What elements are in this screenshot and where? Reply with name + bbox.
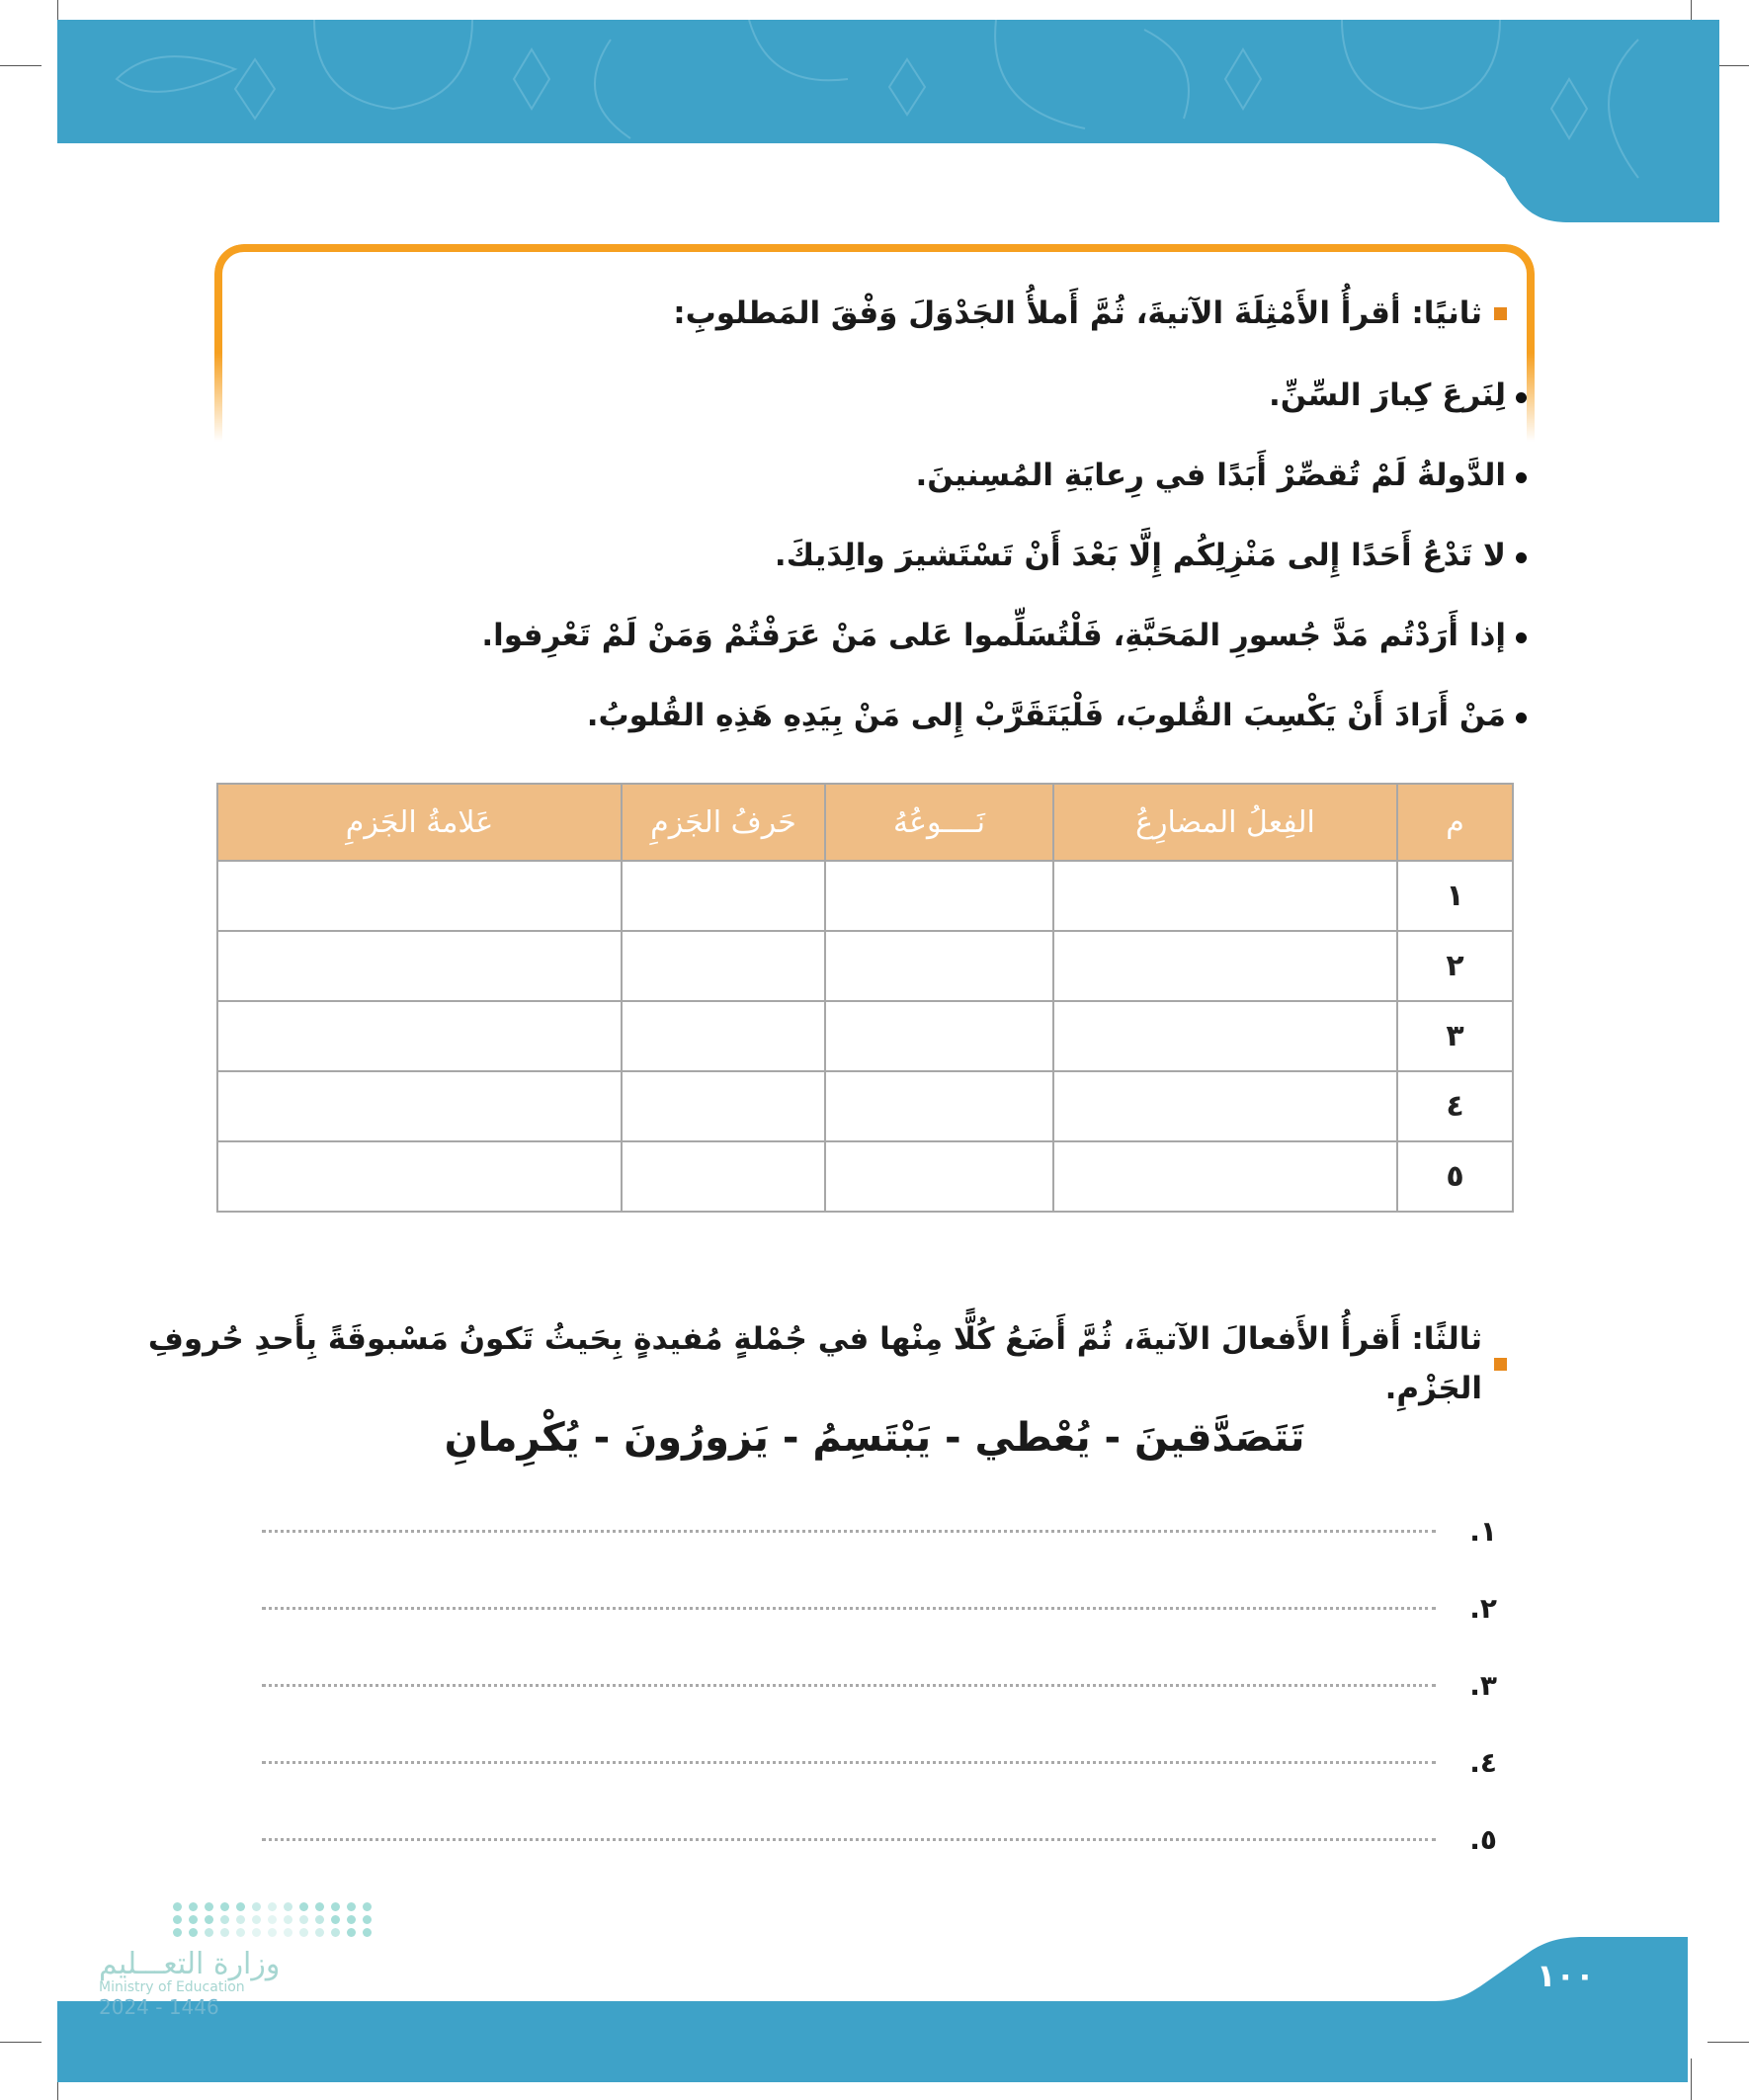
example-text: لا تَدْعُ أَحَدًا إِلى مَنْزِلِكُم إِلَّا بَعْدَ أَنْ تَسْتَشيرَ والِدَيكَ. bbox=[774, 538, 1506, 573]
example-text: إذا أَرَدْتُم مَدَّ جُسورِ المَحَبَّةِ، فَلْتُسَلِّموا عَلى مَنْ عَرَفْتُمْ وَمَنْ لَمْ تَعْرِفوا. bbox=[481, 618, 1506, 653]
example-text: الدَّولةُ لَمْ تُقصِّرْ أَبَدًا في رِعايَةِ المُسِنينَ. bbox=[915, 458, 1506, 493]
jussive-verbs-table bbox=[216, 783, 1514, 1213]
answer-number: ١. bbox=[1469, 1514, 1497, 1548]
row-number: ١ bbox=[1397, 861, 1513, 931]
examples-list bbox=[341, 371, 1527, 771]
cell-verb[interactable] bbox=[1053, 1141, 1397, 1212]
table-row bbox=[217, 861, 1513, 931]
cell-type[interactable] bbox=[825, 931, 1053, 1001]
table-row bbox=[217, 931, 1513, 1001]
answer-blank[interactable] bbox=[262, 1684, 1436, 1687]
cell-particle[interactable] bbox=[622, 1141, 825, 1212]
answer-number: ٢. bbox=[1469, 1591, 1497, 1625]
cell-type[interactable] bbox=[825, 1141, 1053, 1212]
section-2-title-text: ثانيًا: أقرأُ الأَمْثِلَةَ الآتيةَ، ثُمَّ أَملأُ الجَدْوَلَ وَفْقَ المَطلوبِ: bbox=[673, 295, 1482, 331]
crop-mark bbox=[1691, 2058, 1692, 2100]
header-decorative-band bbox=[57, 20, 1719, 222]
answer-line[interactable] bbox=[262, 1569, 1497, 1646]
header-jussive-sign: عَلامةُ الجَزمِ bbox=[217, 784, 622, 861]
logo-year-text: 2024 - 1446 bbox=[99, 1995, 219, 2019]
answer-line[interactable] bbox=[262, 1723, 1497, 1801]
example-item bbox=[341, 371, 1527, 451]
logo-arabic-text: وزارة التعـــليم bbox=[99, 1947, 281, 1981]
cell-verb[interactable] bbox=[1053, 1071, 1397, 1141]
row-number: ٤ bbox=[1397, 1071, 1513, 1141]
answer-lines bbox=[262, 1492, 1497, 1878]
answer-blank[interactable] bbox=[262, 1761, 1436, 1764]
crop-mark bbox=[0, 2042, 42, 2043]
bullet-icon bbox=[1516, 552, 1527, 563]
table-row bbox=[217, 1141, 1513, 1212]
ministry-logo bbox=[99, 1902, 326, 2019]
answer-line[interactable] bbox=[262, 1801, 1497, 1878]
header-present-verb: الفِعلُ المضارِعُ bbox=[1053, 784, 1397, 861]
logo-english-text: Ministry of Education bbox=[99, 1979, 245, 1995]
answer-number: ٥. bbox=[1469, 1822, 1497, 1856]
row-number: ٣ bbox=[1397, 1001, 1513, 1071]
header-jussive-particle: حَرفُ الجَزمِ bbox=[622, 784, 825, 861]
cell-verb[interactable] bbox=[1053, 861, 1397, 931]
example-text: مَنْ أَرَادَ أَنْ يَكْسِبَ القُلوبَ، فَلْيَتَقَرَّبْ إِلى مَنْ بِيَدِهِ هَذِهِ القُلوبُ. bbox=[586, 698, 1506, 733]
cell-particle[interactable] bbox=[622, 861, 825, 931]
bullet-icon bbox=[1516, 392, 1527, 403]
bullet-icon bbox=[1516, 632, 1527, 643]
cell-particle[interactable] bbox=[622, 1001, 825, 1071]
section-2-title bbox=[222, 289, 1507, 338]
example-item bbox=[341, 451, 1527, 531]
cell-sign[interactable] bbox=[217, 861, 622, 931]
cell-sign[interactable] bbox=[217, 931, 622, 1001]
section-3-title bbox=[124, 1314, 1507, 1413]
header-number: م bbox=[1397, 784, 1513, 861]
table-header-row bbox=[217, 784, 1513, 861]
cell-type[interactable] bbox=[825, 1001, 1053, 1071]
verbs-list: تَتَصَدَّقينَ - يُعْطي - يَبْتَسِمُ - يَزورُونَ - يُكْرِمانِ bbox=[444, 1415, 1305, 1461]
answer-line[interactable] bbox=[262, 1646, 1497, 1723]
cell-sign[interactable] bbox=[217, 1141, 622, 1212]
row-number: ٥ bbox=[1397, 1141, 1513, 1212]
cell-particle[interactable] bbox=[622, 1071, 825, 1141]
logo-dots-icon bbox=[173, 1902, 326, 1937]
cell-type[interactable] bbox=[825, 1071, 1053, 1141]
section-marker-icon bbox=[1494, 307, 1507, 320]
cell-verb[interactable] bbox=[1053, 1001, 1397, 1071]
answer-number: ٤. bbox=[1469, 1745, 1497, 1779]
crop-mark bbox=[0, 65, 42, 66]
row-number: ٢ bbox=[1397, 931, 1513, 1001]
cell-sign[interactable] bbox=[217, 1001, 622, 1071]
table-row bbox=[217, 1071, 1513, 1141]
cell-type[interactable] bbox=[825, 861, 1053, 931]
example-item bbox=[341, 531, 1527, 611]
answer-blank[interactable] bbox=[262, 1838, 1436, 1841]
cell-sign[interactable] bbox=[217, 1071, 622, 1141]
example-item bbox=[341, 691, 1527, 771]
example-item bbox=[341, 611, 1527, 691]
example-text: لِنَرعَ كِبارَ السِّنِّ. bbox=[1269, 378, 1506, 413]
crop-mark bbox=[1707, 2042, 1749, 2043]
header-verb-type: نَــــوعُهُ bbox=[825, 784, 1053, 861]
answer-blank[interactable] bbox=[262, 1607, 1436, 1610]
answer-number: ٣. bbox=[1469, 1668, 1497, 1702]
page-number: ١٠٠ bbox=[1537, 1957, 1595, 1994]
cell-verb[interactable] bbox=[1053, 931, 1397, 1001]
bullet-icon bbox=[1516, 472, 1527, 483]
answer-line[interactable] bbox=[262, 1492, 1497, 1569]
answer-blank[interactable] bbox=[262, 1530, 1436, 1533]
bullet-icon bbox=[1516, 713, 1527, 723]
section-3-title-text: ثالثًا: أَقرأُ الأَفعالَ الآتيةَ، ثُمَّ أَضَعُ كُلًّا مِنْها في جُمْلةٍ مُفيدةٍ بِحَيثُ تَكونُ مَسْبوقَةً بِأَحدِ حُروفِ الجَزْمِ. bbox=[147, 1321, 1482, 1406]
cell-particle[interactable] bbox=[622, 931, 825, 1001]
table-row bbox=[217, 1001, 1513, 1071]
section-marker-icon bbox=[1494, 1358, 1507, 1371]
